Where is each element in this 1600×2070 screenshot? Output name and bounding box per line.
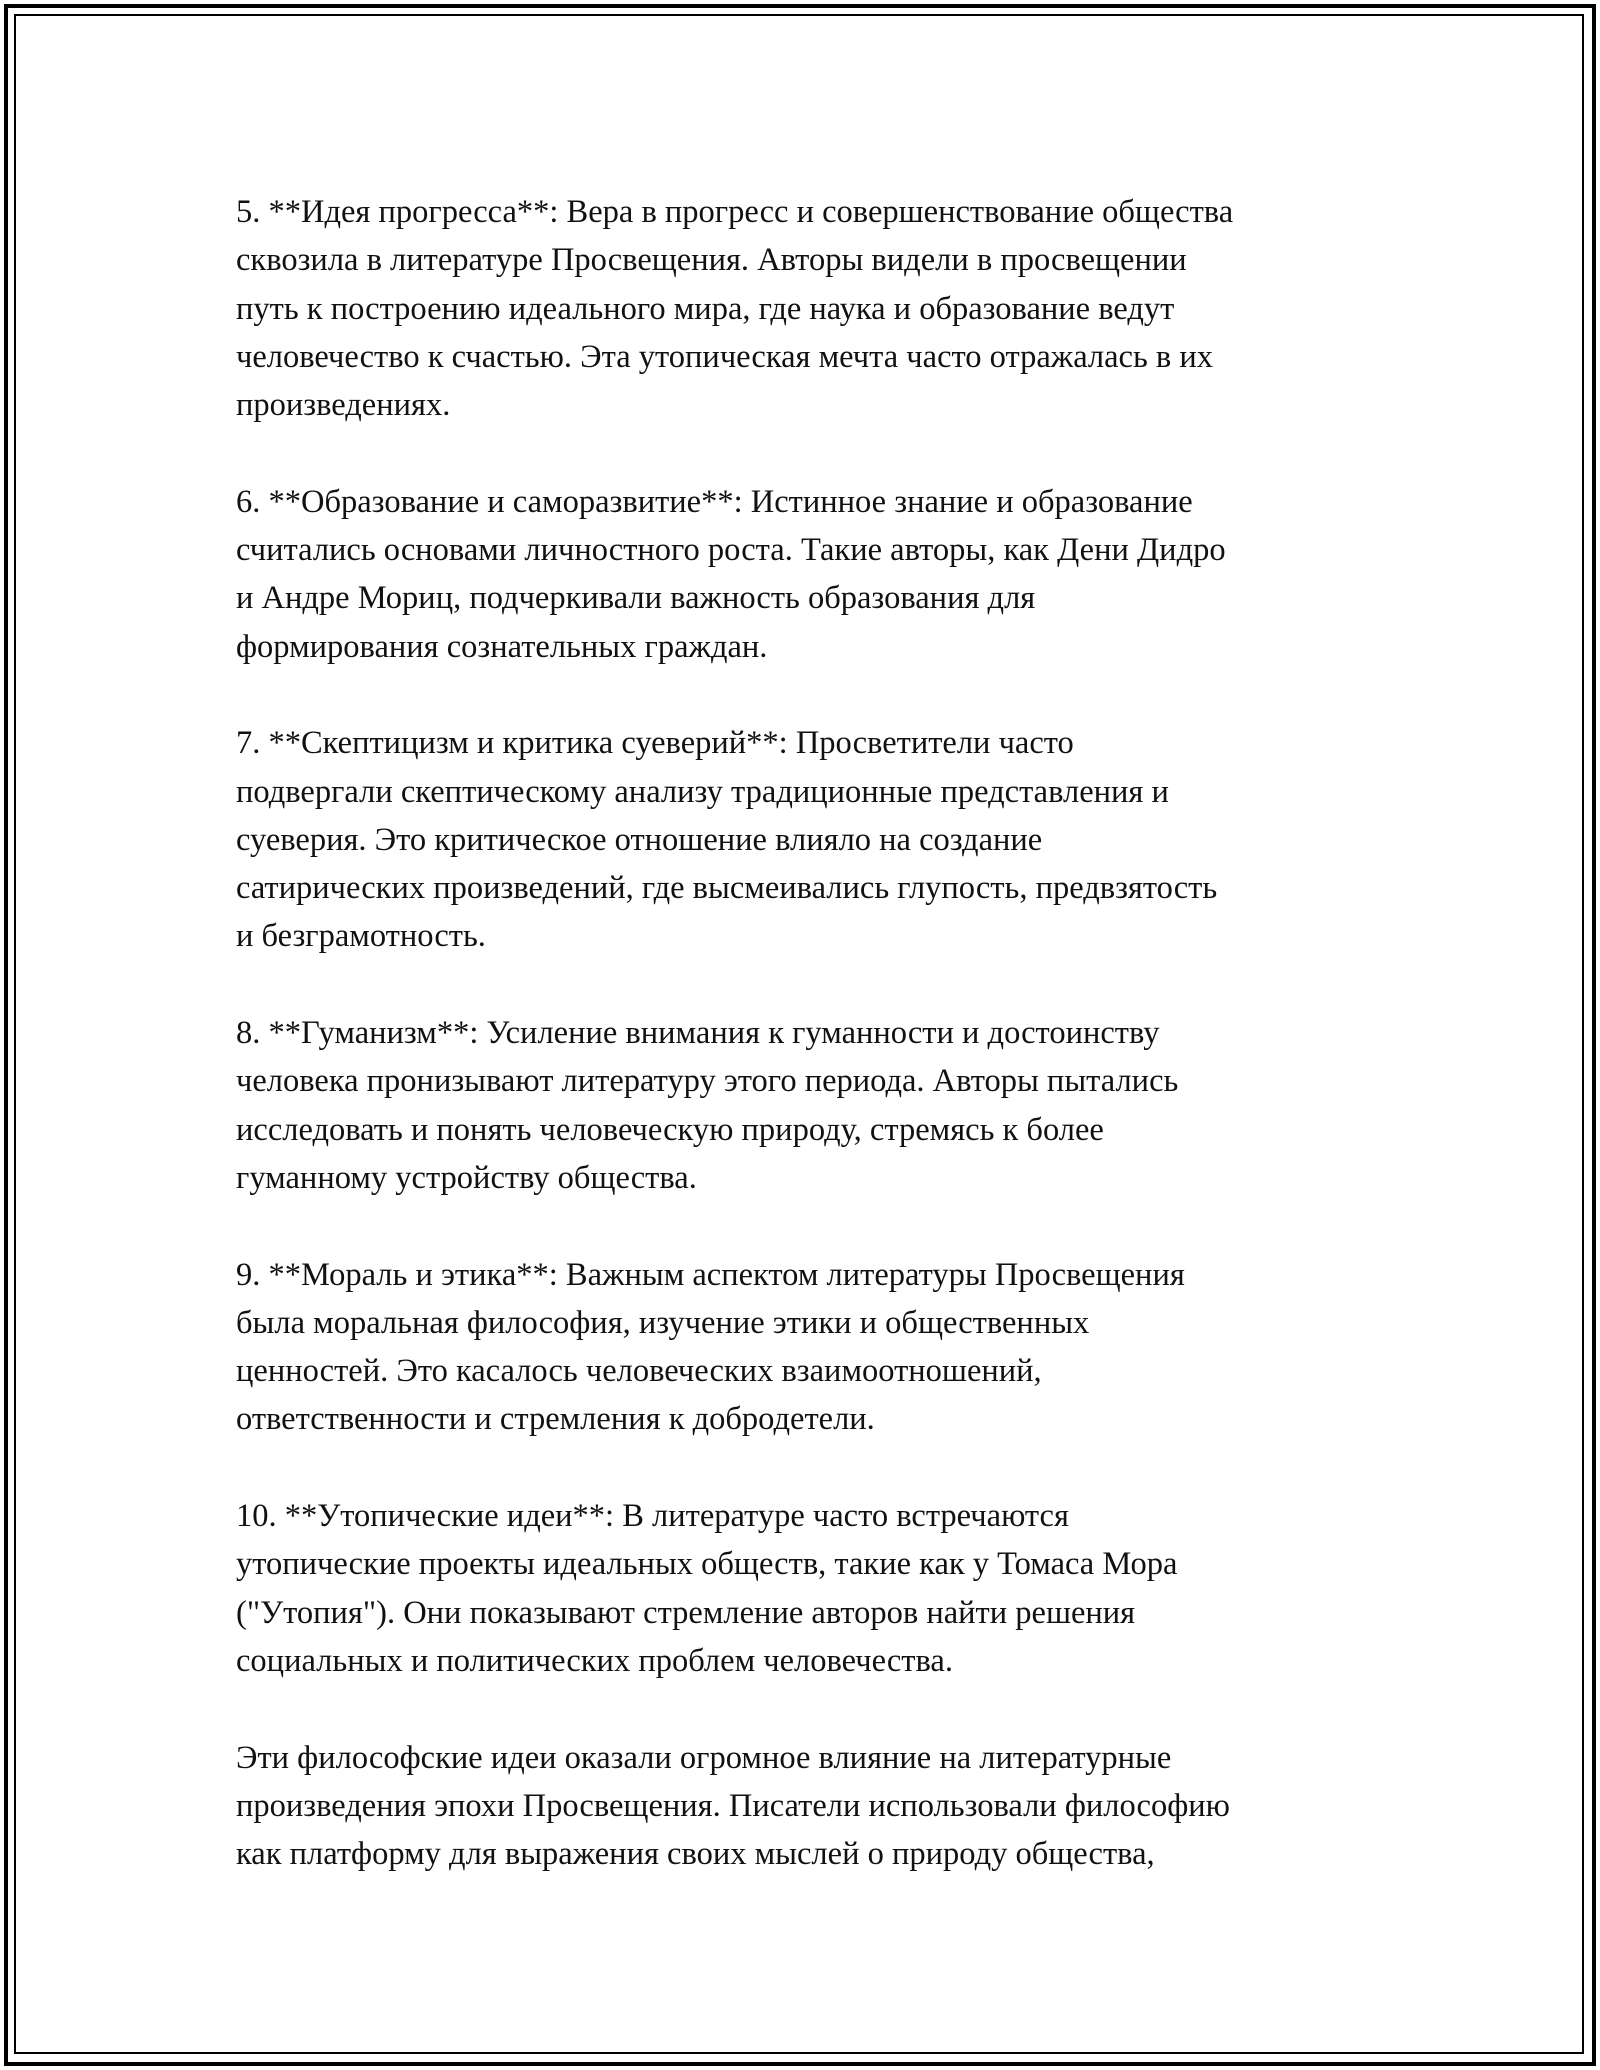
paragraph-conclusion: Эти философские идеи оказали огромное влияние на литературные произведения эпохи Просвещения. Писатели использовали философию как платформу для выражения своих мыслей о природу общества, — [236, 1739, 1230, 1873]
paragraph-education-self-development: 6. **Образование и саморазвитие**: Истинное знание и образование считались основами личностного роста. Такие авторы, как Дени Дидро и Андре Мориц, подчеркивали важность образования для формирования сознательных граждан. — [236, 483, 1226, 665]
paragraph-morality-ethics: 9. **Мораль и этика**: Важным аспектом литературы Просвещения была моральная философия, изучение этики и общественных ценностей. Это касалось человеческих взаимоотношений, ответственности и стремления к добродетели. — [236, 1256, 1185, 1438]
paragraph-humanism: 8. **Гуманизм**: Усиление внимания к гуманности и достоинству человека пронизывают литературу этого периода. Авторы пытались исследовать и понять человеческую природу, стремясь к более гуманному устройству общества. — [236, 1015, 1179, 1196]
paragraph-skepticism-superstition: 7. **Скептицизм и критика суеверий**: Просветители часто подвергали скептическому анализу традиционные представления и суеверия. Это критическое отношение влияло на создание сатирических произведений, где высмеивались глупость, предвзятость и безграмотность. — [236, 725, 1218, 955]
document-body — [236, 188, 1366, 1878]
paragraph-progress-idea: 5. **Идея прогресса**: Вера в прогресс и совершенствование общества сквозила в литературе Просвещения. Авторы видели в просвещении путь к построению идеального мира, где наука и образование ведут человечество к счастью. Эта утопическая мечта часто отражалась в их произведениях. — [236, 194, 1234, 424]
paragraph-utopian-ideas: 10. **Утопические идеи**: В литературе часто встречаются утопические проекты идеальных обществ, такие как у Томаса Мора ("Утопия"). Они показывают стремление авторов найти решения социальных и политических проблем человечества. — [236, 1498, 1178, 1679]
